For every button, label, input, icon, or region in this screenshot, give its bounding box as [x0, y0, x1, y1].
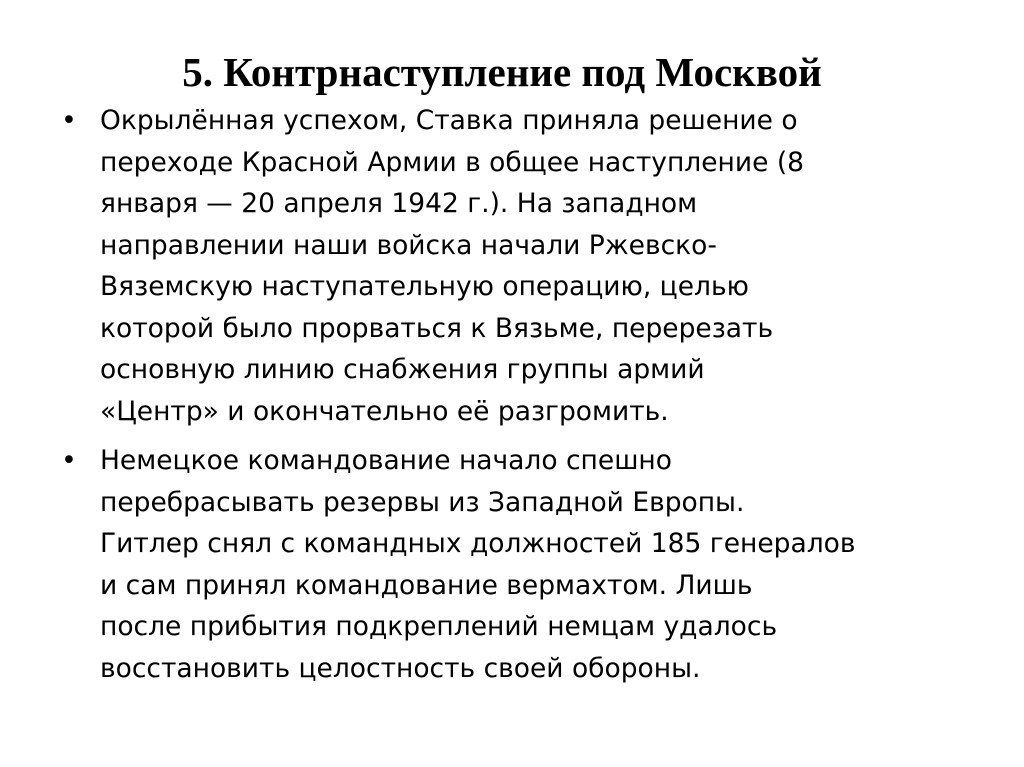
bullet-text-line: Вяземскую наступательную операцию, целью [100, 271, 749, 302]
bullet-text-line: Гитлер снял с командных должностей 185 генералов [100, 528, 856, 559]
bullet-text-line: которой было прорваться к Вязьме, перерезать [100, 312, 774, 344]
bullet-list [58, 100, 978, 689]
bullet-text-line: января — 20 апреля 1942 г.). На западном [100, 188, 698, 219]
bullet-text-line: основную линию снабжения группы армий [100, 354, 705, 385]
bullet-text-line: перебрасывать резервы из Западной Европы. [100, 486, 745, 518]
bullet-text-line: восстановить целостность своей обороны. [100, 652, 701, 684]
bullet-text-line: направлении наши войска начали Ржевско- [100, 229, 717, 261]
bullet-text-line: Окрылённая успехом, Ставка приняла решение о [100, 105, 798, 136]
bullet-text-line: переходе Красной Армии в общее наступление (8 [100, 146, 805, 178]
slide-title: 5. Контрнаступление под Москвой [182, 49, 822, 95]
bullet-dot-icon: • [61, 445, 77, 476]
bullet-text-line: и сам принял командование вермахтом. Лишь [100, 569, 753, 601]
bullet-item [58, 100, 978, 432]
bullet-text-line: Немецкое командование начало спешно [100, 445, 672, 476]
bullet-dot-icon: • [61, 105, 77, 136]
bullet-text-line: после прибытия подкреплений немцам удалось [100, 611, 778, 642]
bullet-item [58, 440, 978, 689]
bullet-text-line: «Центр» и окончательно её разгромить. [100, 395, 669, 427]
